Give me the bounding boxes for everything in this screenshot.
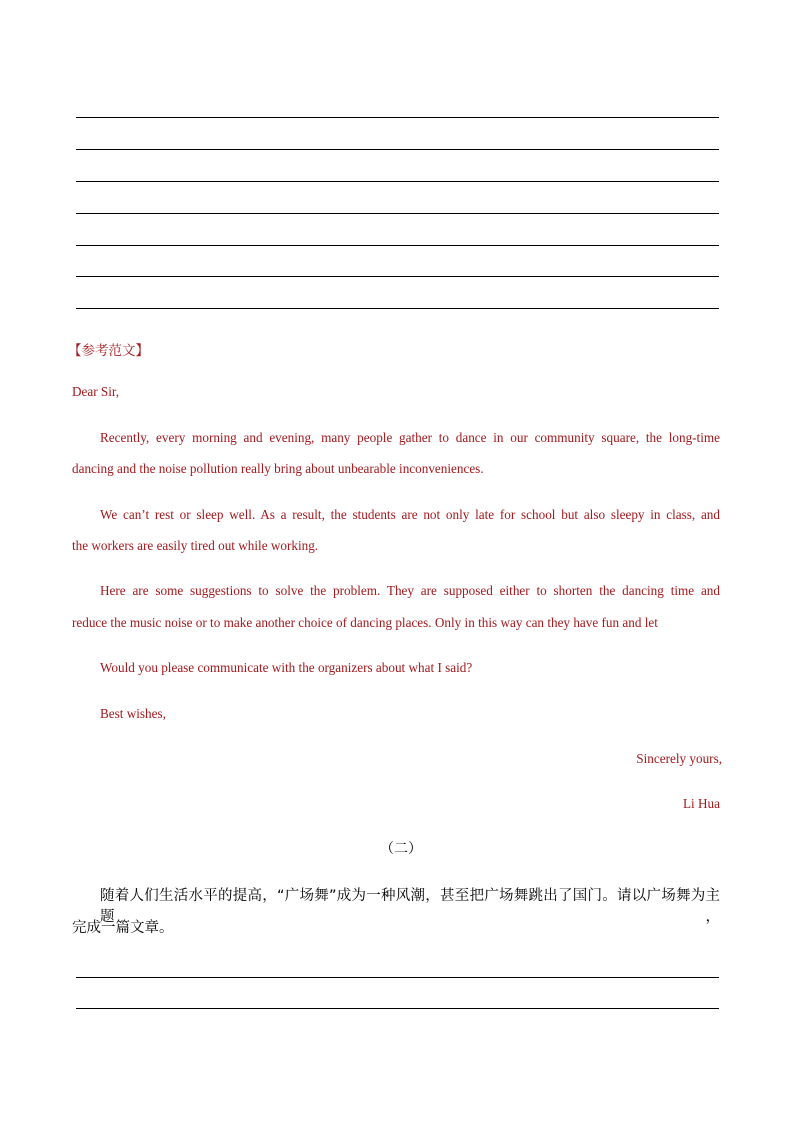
- letter-paragraph-1-line-2: dancing and the noise pollution really bring about unbearable inconveniences.: [72, 461, 484, 476]
- answer-heading: 【参考范文】: [68, 343, 149, 359]
- letter-sign-off: Sincerely yours,: [636, 751, 722, 766]
- prompt-line-2: 完成一篇文章。: [72, 920, 174, 936]
- writing-line: [76, 308, 719, 309]
- prompt-line-1: 随着人们生活水平的提高，“广场舞”成为一种风潮，甚至把广场舞跳出了国门。请以广场舞为主题，: [100, 888, 720, 925]
- letter-paragraph-3-line-1: Here are some suggestions to solve the problem. They are supposed either to shorten the dancing time and: [100, 583, 720, 598]
- writing-line: [76, 245, 719, 246]
- writing-line: [76, 977, 719, 978]
- letter-closing: Best wishes,: [100, 706, 166, 721]
- writing-line: [76, 213, 719, 214]
- letter-salutation: Dear Sir,: [72, 384, 120, 399]
- letter-paragraph-2-line-2: the workers are easily tired out while working.: [72, 538, 319, 553]
- letter-paragraph-3-line-2: reduce the music noise or to make another choice of dancing places. Only in this way can they have fun and let: [72, 615, 658, 630]
- writing-line: [76, 181, 719, 182]
- writing-line: [76, 276, 719, 277]
- letter-paragraph-1-line-1: Recently, every morning and evening, many people gather to dance in our community square, the long-time: [100, 430, 720, 445]
- section-label: （二）: [380, 841, 422, 857]
- letter-signature-name: Li Hua: [683, 796, 720, 811]
- writing-line: [76, 149, 719, 150]
- writing-line: [76, 117, 719, 118]
- writing-line: [76, 1008, 719, 1009]
- letter-paragraph-4: Would you please communicate with the organizers about what I said?: [100, 660, 473, 675]
- letter-paragraph-2-line-1: We can’t rest or sleep well. As a result, the students are not only late for school but also sleepy in class, and: [100, 507, 720, 522]
